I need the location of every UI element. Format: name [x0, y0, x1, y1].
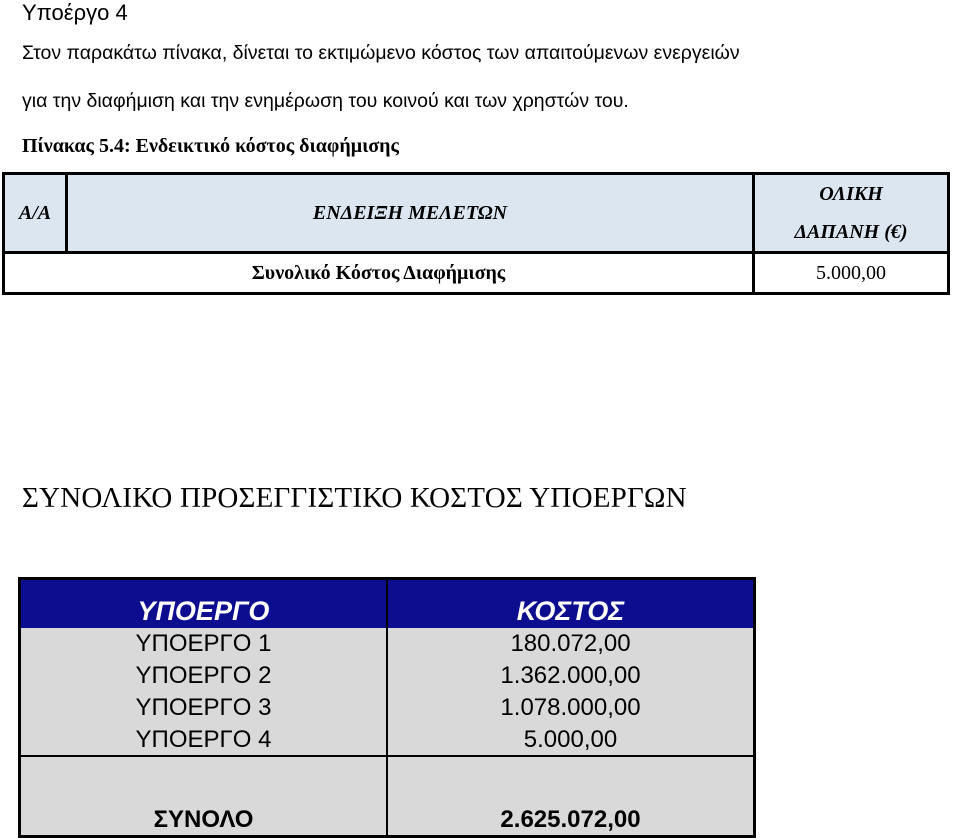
table-total-row — [4, 253, 949, 294]
paragraph-line-2: για την διαφήμιση και την ενημέρωση του κοινού και των χρηστών του. — [22, 90, 629, 112]
summary-title: ΣΥΝΟΛΙΚΟ ΠΡΟΣΕΓΓΙΣΤΙΚΟ ΚΟΣΤΟΣ ΥΠΟΕΡΓΩΝ — [22, 482, 687, 514]
table-header-row — [4, 174, 949, 253]
header-total-cost — [754, 174, 949, 253]
header-aa: Α/Α — [4, 174, 67, 253]
row-cost: 1.078.000,00 — [387, 692, 755, 724]
summary-total-value: 2.625.072,00 — [387, 756, 755, 837]
table-row — [20, 692, 755, 724]
subprojects-cost-table — [18, 577, 756, 838]
row-name: ΥΠΟΕΡΓΟ 3 — [20, 692, 388, 724]
row-name: ΥΠΟΕΡΓΟ 2 — [20, 660, 388, 692]
summary-total-row — [20, 756, 755, 837]
header-subproject: ΥΠΟΕΡΓΟ — [20, 579, 388, 629]
header-cost-line-1: ΟΛΙΚΗ — [819, 183, 883, 205]
table-caption: Πίνακας 5.4: Ενδεικτικό κόστος διαφήμισης — [22, 135, 399, 157]
summary-total-label: ΣΥΝΟΛΟ — [20, 756, 388, 837]
row-cost: 5.000,00 — [387, 724, 755, 757]
row-name: ΥΠΟΕΡΓΟ 1 — [20, 628, 388, 660]
table-row — [20, 628, 755, 660]
header-cost-line-2: ΔΑΠΑΝΗ (€) — [794, 221, 908, 243]
table-row — [20, 660, 755, 692]
row-cost: 180.072,00 — [387, 628, 755, 660]
paragraph-line-1: Στον παρακάτω πίνακα, δίνεται το εκτιμώμενο κόστος των απαιτούμενων ενεργειών — [22, 42, 740, 64]
section-heading: Υποέργο 4 — [22, 0, 128, 25]
row-name: ΥΠΟΕΡΓΟ 4 — [20, 724, 388, 757]
advertising-cost-table — [2, 172, 950, 295]
summary-header-row — [20, 579, 755, 629]
row-cost: 1.362.000,00 — [387, 660, 755, 692]
total-label: Συνολικό Κόστος Διαφήμισης — [4, 253, 754, 294]
header-description: ΕΝΔΕΙΞΗ ΜΕΛΕΤΩΝ — [67, 174, 754, 253]
table-row — [20, 724, 755, 757]
total-value: 5.000,00 — [754, 253, 949, 294]
header-cost: ΚΟΣΤΟΣ — [387, 579, 755, 629]
